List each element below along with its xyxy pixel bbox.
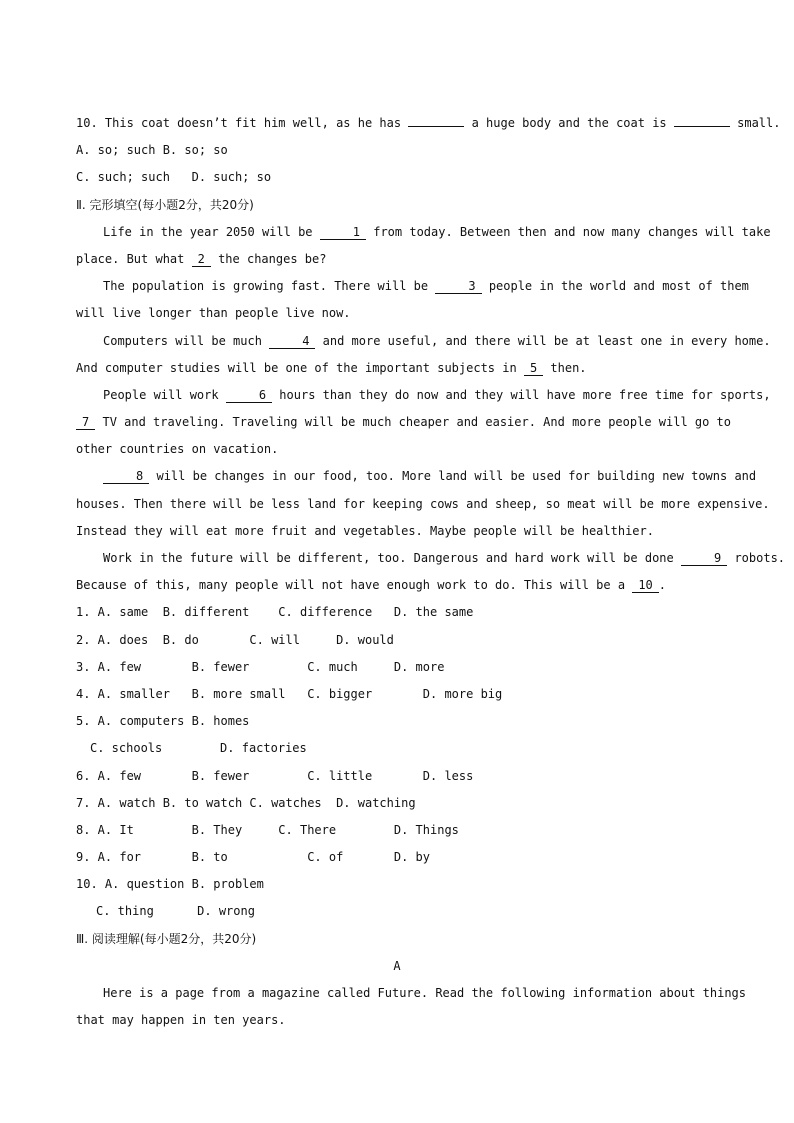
reading-intro-line-1: Here is a page from a magazine called Future. Read the following information about things	[103, 986, 746, 1000]
cloze-option-2: 2. A. does B. do C. will D. would	[76, 632, 394, 647]
cloze-option-3: 3. A. few B. fewer C. much D. more	[76, 659, 445, 674]
reading-intro-line-2: that may happen in ten years.	[76, 1013, 286, 1028]
cloze-paragraph-2-line-1: The population is growing fast. There will be 3 people in the world and most of them	[103, 279, 749, 294]
cloze-option-10-b: C. thing D. wrong	[96, 904, 255, 919]
document-page	[76, 110, 786, 1034]
cloze-paragraph-3-line-1: Computers will be much 4 and more useful, and there will be at least one in every home.	[103, 333, 771, 348]
answer-blank	[674, 112, 730, 127]
reading-part-label: A	[393, 958, 401, 973]
cloze-option-9: 9. A. for B. to C. of D. by	[76, 850, 431, 865]
cloze-paragraph-2-line-2: will live longer than people live now.	[76, 306, 351, 321]
cloze-paragraph-4-line-3: other countries on vacation.	[76, 442, 279, 457]
cloze-paragraph-3-line-2: And computer studies will be one of the important subjects in 5 then.	[76, 360, 587, 375]
cloze-option-10-a: 10. A. question B. problem	[76, 877, 264, 892]
section-3-heading: Ⅲ. 阅读理解(每小题2分，共20分)	[76, 931, 257, 946]
section-2-heading: Ⅱ. 完形填空(每小题2分，共20分)	[76, 197, 254, 212]
answer-blank	[408, 112, 464, 127]
cloze-option-1: 1. A. same B. different C. difference D. the same	[76, 605, 474, 620]
cloze-option-7: 7. A. watch B. to watch C. watches D. watching	[76, 795, 416, 810]
cloze-paragraph-1-line-2: place. But what 2 the changes be?	[76, 251, 327, 266]
cloze-option-5-b: C. schools D. factories	[90, 741, 307, 756]
cloze-option-5-a: 5. A. computers B. homes	[76, 714, 250, 729]
cloze-option-4: 4. A. smaller B. more small C. bigger D. more big	[76, 686, 503, 701]
cloze-paragraph-6-line-1: Work in the future will be different, too. Dangerous and hard work will be done 9 robots.	[103, 551, 786, 565]
cloze-paragraph-5-line-1: 8 will be changes in our food, too. More land will be used for building new towns and	[76, 463, 718, 490]
question-10-options-1: A. so; such B. so; so	[76, 143, 228, 158]
cloze-option-6: 6. A. few B. fewer C. little D. less	[76, 768, 474, 783]
question-10-stem: 10. This coat doesn’t fit him well, as he has a huge body and the coat is small.	[76, 110, 718, 137]
cloze-paragraph-4-line-1: People will work 6 hours than they do now and they will have more free time for sports,	[103, 387, 771, 402]
cloze-paragraph-4-line-2: 7 TV and traveling. Traveling will be much cheaper and easier. And more people will go to	[76, 409, 718, 436]
cloze-paragraph-1-line-1: Life in the year 2050 will be 1 from today. Between then and now many changes will take	[103, 224, 771, 239]
cloze-paragraph-5-line-3: Instead they will eat more fruit and vegetables. Maybe people will be healthier.	[76, 523, 654, 538]
cloze-option-8: 8. A. It B. They C. There D. Things	[76, 822, 459, 837]
cloze-paragraph-5-line-2: houses. Then there will be less land for keeping cows and sheep, so meat will be more expensive.	[76, 496, 770, 511]
cloze-paragraph-6-line-2: Because of this, many people will not have enough work to do. This will be a 10 .	[76, 578, 666, 593]
question-10-options-2: C. such; such D. such; so	[76, 170, 272, 185]
